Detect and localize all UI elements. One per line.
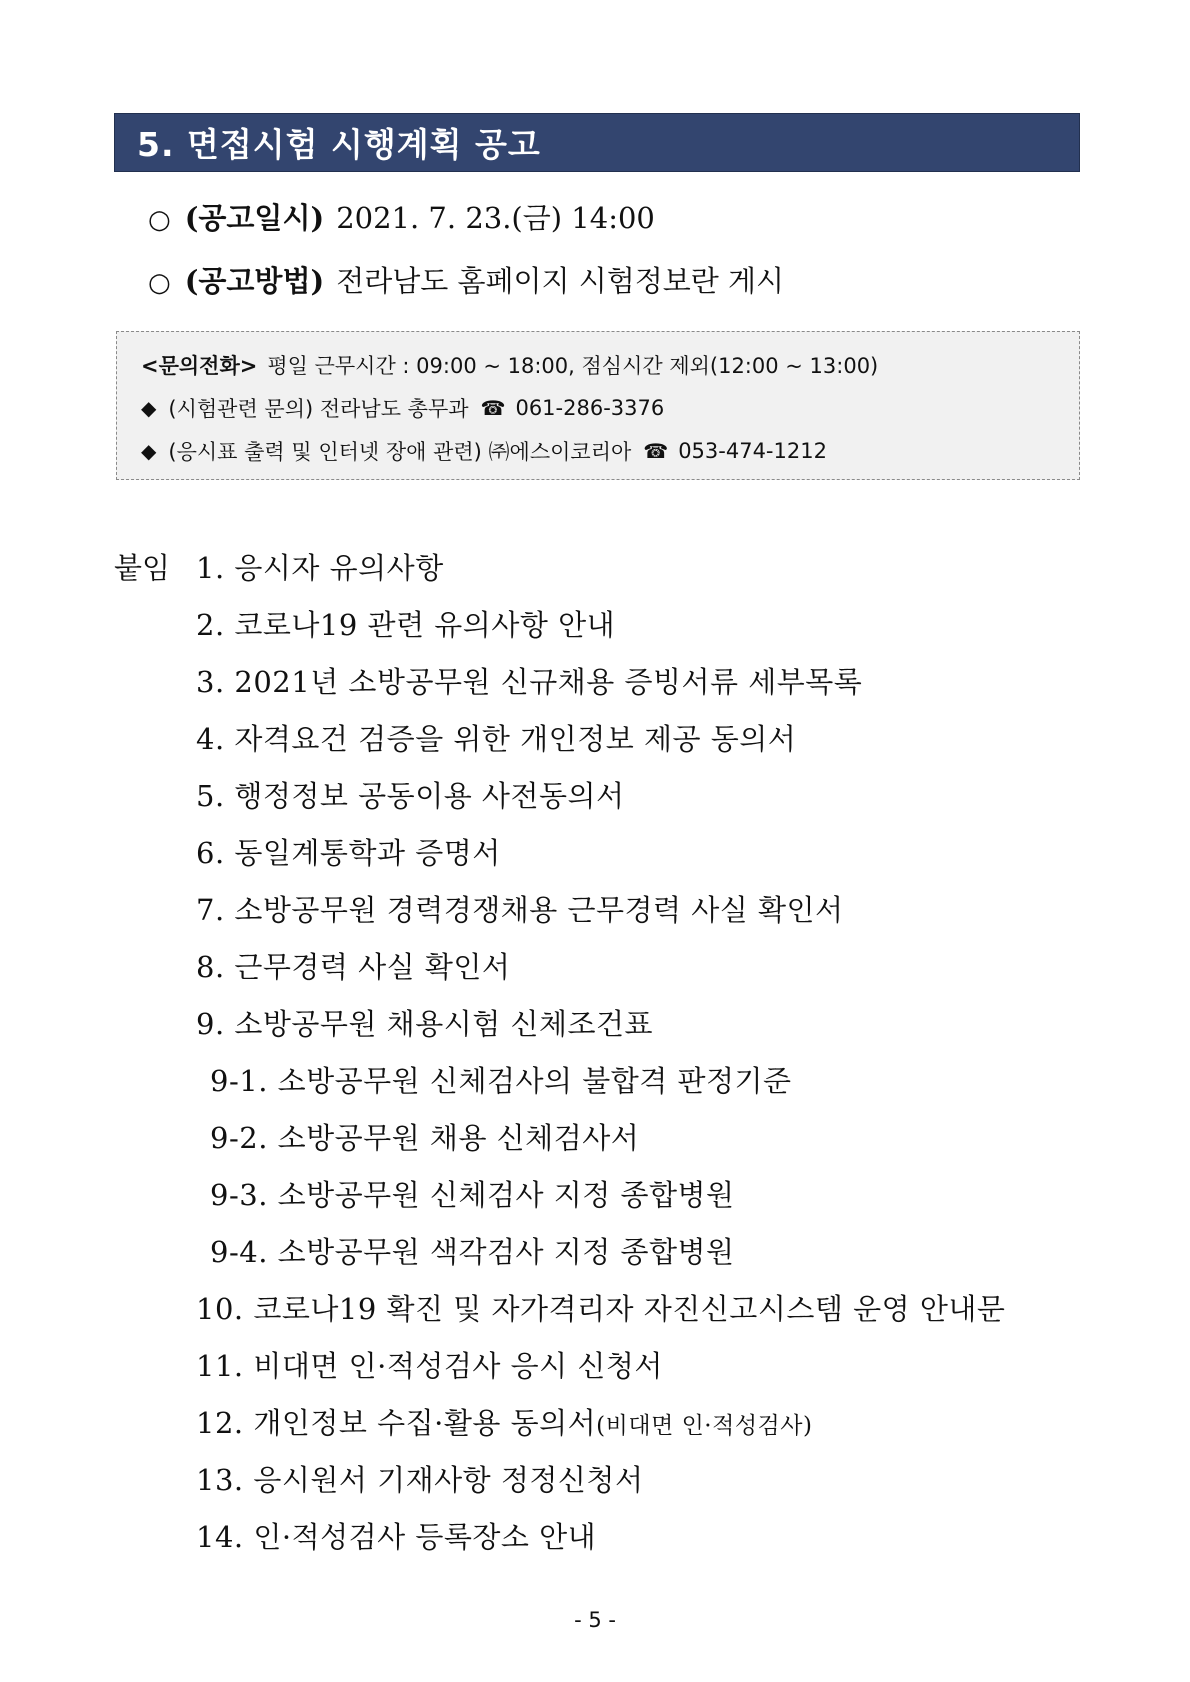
- diamond-bullet-icon: ◆: [141, 396, 157, 420]
- attachment-item: 9. 소방공무원 채용시험 신체조건표: [196, 1007, 654, 1041]
- notice-method-value: 전라남도 홈페이지 시험정보란 게시: [336, 264, 785, 298]
- attachment-item: 8. 근무경력 사실 확인서: [196, 950, 511, 984]
- contact-row-ticket: [141, 436, 827, 466]
- contact-header-label: <문의전화>: [141, 354, 258, 378]
- contact-hours: 평일 근무시간 : 09:00 ~ 18:00, 점심시간 제외(12:00 ~ 13:00): [267, 354, 879, 378]
- notice-method-label: (공고방법): [184, 264, 325, 298]
- attachment-item: 3. 2021년 소방공무원 신규채용 증빙서류 세부목록: [196, 665, 863, 699]
- attachment-item: 13. 응시원서 기재사항 정정신청서: [196, 1463, 644, 1497]
- circle-bullet-icon: ○: [148, 268, 171, 298]
- notice-date-value: 2021. 7. 23.(금) 14:00: [336, 201, 655, 235]
- phone-icon: ☎: [480, 396, 506, 420]
- notice-date-label: (공고일시): [184, 201, 325, 235]
- attachment-item: 1. 응시자 유의사항: [196, 551, 444, 585]
- section-title: 5. 면접시험 시행계획 공고: [137, 125, 541, 164]
- page-number: - 5 -: [574, 1608, 616, 1632]
- phone-icon: ☎: [643, 439, 669, 463]
- diamond-bullet-icon: ◆: [141, 439, 157, 463]
- attachment-item: 2. 코로나19 관련 유의사항 안내: [196, 608, 616, 642]
- contact-ticket-phone: 053-474-1212: [678, 439, 827, 463]
- contact-row-exam: [141, 393, 664, 423]
- circle-bullet-icon: ○: [148, 205, 171, 235]
- attachment-item: 9-4. 소방공무원 색각검사 지정 종합병원: [210, 1235, 735, 1269]
- attachment-item: [196, 1401, 812, 1442]
- attachment-item: 4. 자격요건 검증을 위한 개인정보 제공 동의서: [196, 722, 797, 756]
- attachment-item: 9-3. 소방공무원 신체검사 지정 종합병원: [210, 1178, 735, 1212]
- attachment-item: 10. 코로나19 확진 및 자가격리자 자진신고시스템 운영 안내문: [196, 1292, 1006, 1326]
- notice-date: [148, 196, 655, 237]
- attachment-item: 11. 비대면 인·적성검사 응시 신청서: [196, 1349, 663, 1383]
- contact-exam-text: (시험관련 문의) 전라남도 총무과: [168, 397, 469, 421]
- contact-ticket-text: (응시표 출력 및 인터넷 장애 관련) ㈜에스이코리아: [168, 440, 632, 464]
- attachment-item-note: (비대면 인·적성검사): [596, 1413, 813, 1439]
- attachment-item: 9-1. 소방공무원 신체검사의 불합격 판정기준: [210, 1064, 792, 1098]
- contact-hours-row: [141, 350, 878, 380]
- attachment-item: 9-2. 소방공무원 채용 신체검사서: [210, 1121, 640, 1155]
- attachment-item: 14. 인·적성검사 등록장소 안내: [196, 1520, 597, 1554]
- section-header: [114, 113, 1080, 172]
- attachment-item: 5. 행정정보 공동이용 사전동의서: [196, 779, 625, 813]
- contact-box: [116, 331, 1080, 480]
- attachments-label: 붙임: [114, 551, 171, 585]
- contact-exam-phone: 061-286-3376: [515, 396, 665, 420]
- attachment-item: 6. 동일계통학과 증명서: [196, 836, 501, 870]
- attachment-item-text: 12. 개인정보 수집·활용 동의서: [196, 1406, 597, 1440]
- notice-method: [148, 259, 784, 300]
- attachment-item: 7. 소방공무원 경력경쟁채용 근무경력 사실 확인서: [196, 893, 844, 927]
